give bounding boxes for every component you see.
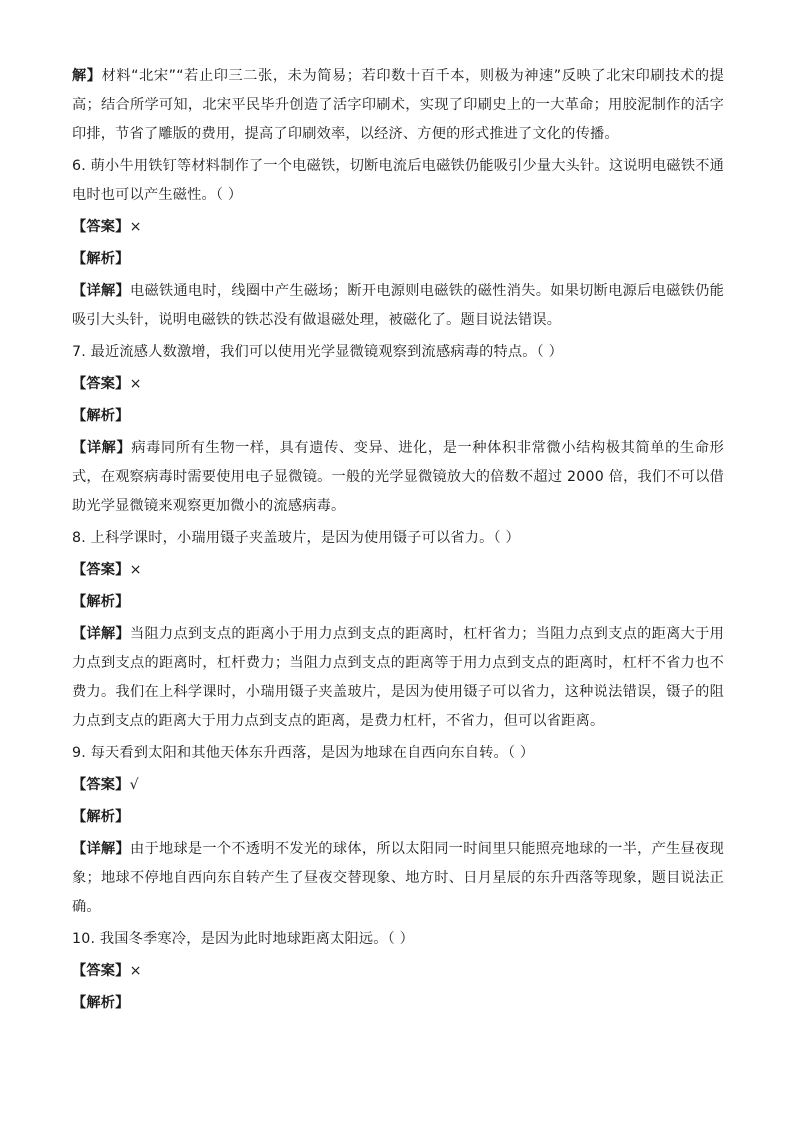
q10-text: 10. 我国冬季寒冷，是因为此时地球距离太阳远。（ ） [72,931,415,947]
q6-analysis-label: 【解析】 [72,251,130,267]
q8-answer [72,556,724,585]
q6-detail [72,277,724,335]
q8-analysis-label: 【解析】 [72,594,130,610]
q9 [72,739,724,768]
q7-analysis [72,402,724,431]
q6-answer-label: 【答案】 [72,219,130,235]
q9-detail-label: 【详解】 [72,841,130,857]
q8 [72,524,724,553]
q8-answer-label: 【答案】 [72,562,130,578]
p5-detail-tail-text: 材料“北宋”“若止印三二张，未为简易；若印数十百千本，则极为神速”反映了北宋印刷技术的提高；结合所学可知，北宋平民毕升创造了活字印刷术，实现了印刷史上的一大革命；用胶泥制作的活字印排，节省了雕版的费用，提高了印刷效率，以经济、方便的形式推进了文化的传播。 [72,68,724,142]
q7-detail-label: 【详解】 [72,440,132,456]
p5-detail-tail-label: 解】 [72,68,102,84]
q6-text: 6. 萌小牛用铁钉等材料制作了一个电磁铁，切断电流后电磁铁仍能吸引少量大头针。这说明电磁铁不通电时也可以产生磁性。（ ） [72,158,724,203]
q6-detail-label: 【详解】 [72,283,130,299]
q6-analysis [72,245,724,274]
p5-detail-tail [72,62,724,149]
q6-answer-text: × [129,219,142,235]
q9-answer [72,771,724,800]
q6 [72,152,724,210]
q8-analysis [72,588,724,617]
q9-analysis-label: 【解析】 [72,809,130,825]
document-page [72,62,724,1018]
q10-answer-text: × [129,963,142,979]
q7-analysis-label: 【解析】 [72,408,130,424]
q7-answer-text: × [129,376,142,392]
q7-text: 7. 最近流感人数激增，我们可以使用光学显微镜观察到流感病毒的特点。（ ） [72,344,564,360]
q10-answer [72,957,724,986]
q7-answer-label: 【答案】 [72,376,130,392]
q7-answer [72,370,724,399]
q9-text: 9. 每天看到太阳和其他天体东升西落，是因为地球在自西向东自转。（ ） [72,745,535,761]
q8-text: 8. 上科学课时，小瑞用镊子夹盖玻片，是因为使用镊子可以省力。（ ） [72,530,520,546]
q10-answer-label: 【答案】 [72,963,130,979]
q9-answer-label: 【答案】 [72,777,130,793]
q9-detail [72,835,724,922]
q7 [72,338,724,367]
q9-detail-text: 由于地球是一个不透明不发光的球体，所以太阳同一时间里只能照亮地球的一半，产生昼夜现象；地球不停地自西向东自转产生了昼夜交替现象、地方时、日月星辰的东升西落等现象，题目说法正确。 [72,841,724,915]
q8-answer-text: × [129,562,142,578]
q9-analysis [72,803,724,832]
q8-detail [72,620,724,736]
q9-answer-text: √ [129,777,139,793]
q8-detail-label: 【详解】 [72,626,130,642]
q10 [72,925,724,954]
q6-detail-text: 电磁铁通电时，线圈中产生磁场；断开电源则电磁铁的磁性消失。如果切断电源后电磁铁仍能吸引大头针，说明电磁铁的铁芯没有做退磁处理，被磁化了。题目说法错误。 [72,283,724,328]
q6-answer [72,213,724,242]
q8-detail-text: 当阻力点到支点的距离小于用力点到支点的距离时，杠杆省力；当阻力点到支点的距离大于用力点到支点的距离时，杠杆费力；当阻力点到支点的距离等于用力点到支点的距离时，杠杆不省力也不费力。我们在上科学课时，小瑞用镊子夹盖玻片，是因为使用镊子可以省力，这种说法错误，镊子的阻力点到支点的距离大于用力点到支点的距离，是费力杠杆，不省力，但可以省距离。 [72,626,724,729]
q10-analysis [72,989,724,1018]
q7-detail [72,434,724,521]
q7-detail-text: 病毒同所有生物一样，具有遗传、变异、进化，是一种体积非常微小结构极其简单的生命形式，在观察病毒时需要使用电子显微镜。一般的光学显微镜放大的倍数不超过 2000 倍，我们不可以借助光学显微镜来观察更加微小的流感病毒。 [72,440,724,514]
q10-analysis-label: 【解析】 [72,995,130,1011]
